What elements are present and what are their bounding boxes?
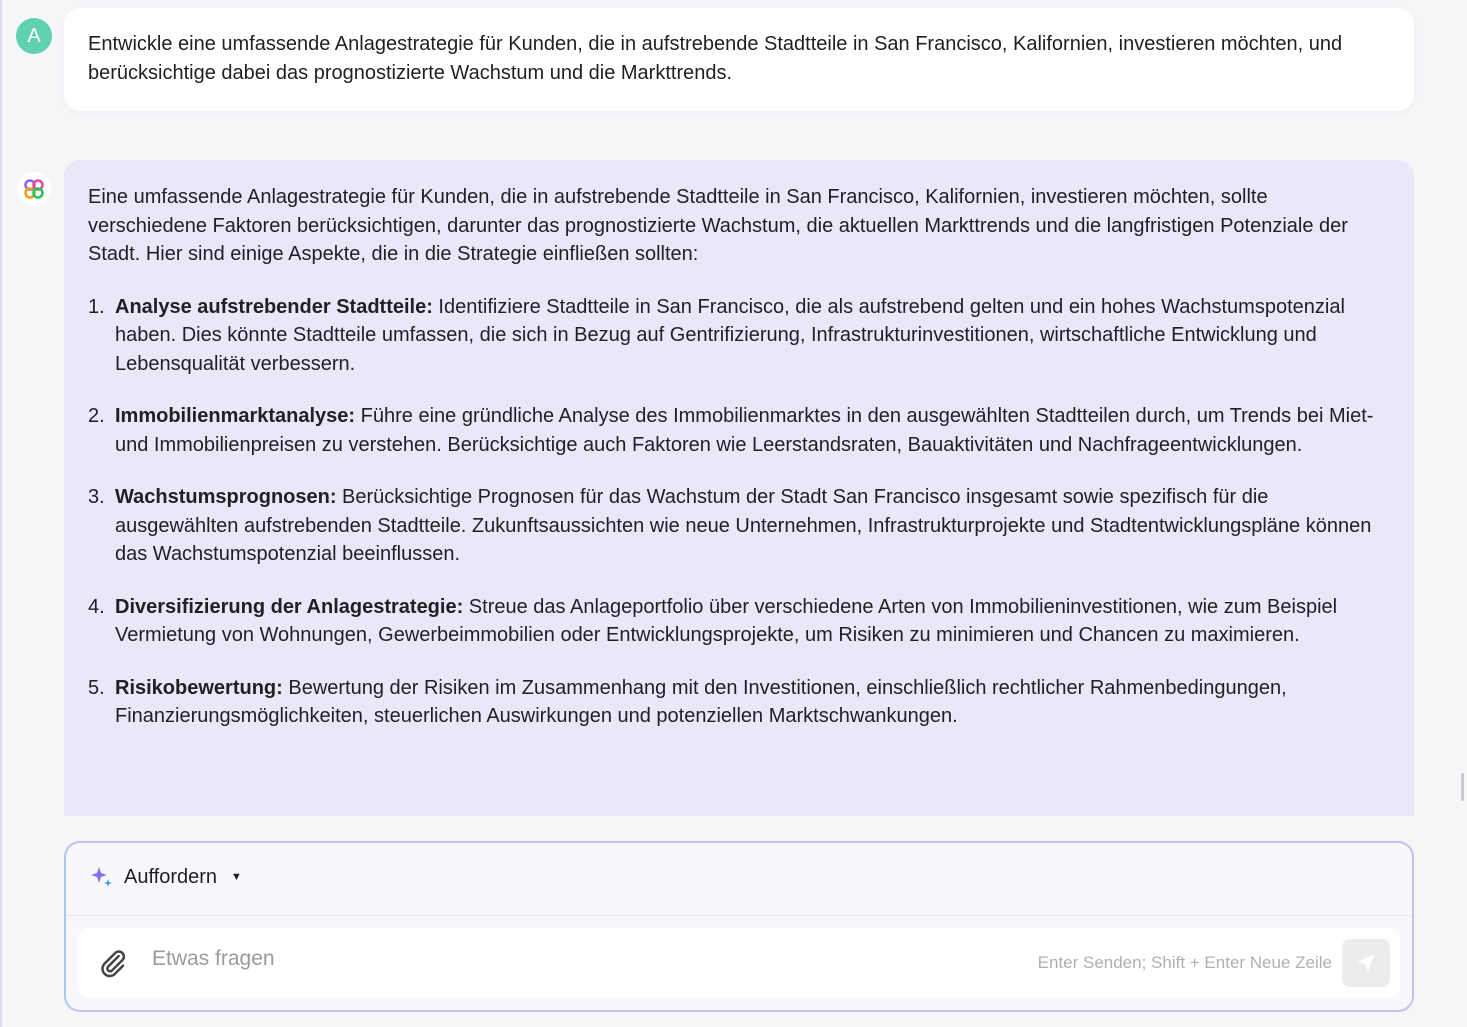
item-number: 1.: [88, 295, 105, 318]
item-number: 2.: [88, 405, 105, 427]
chat-composer: [64, 841, 1414, 1012]
response-intro: Eine umfassende Anlagestrategie für Kunden, die in aufstrebende Stadtteile in San Francisco, Kalifornien, investieren möchten, sollte verschiedene Faktoren berücksichtigen, darunter das prognostizierte Wachstum, die aktuellen Markttrends und die langfristigen Potenziale der Stadt. Hier sind einige Aspekte, die in die Strategie einfließen sollten:: [88, 186, 1348, 265]
input-row: [78, 928, 1400, 998]
item-title: Diversifizierung der Anlagestrategie:: [115, 595, 464, 618]
item-text: Streue das Anlageportfolio über verschiedene Arten von Immobilieninvestitionen, wie zum Beispiel Vermietung von Wohnungen, Gewerbeimmobilien oder Entwicklungsprojekte, um Risiken zu minimieren und Chancen zu maximieren.: [115, 595, 1338, 646]
chevron-down-icon: ▼: [231, 871, 242, 883]
item-number: 5.: [88, 676, 105, 699]
mode-dropdown[interactable]: [90, 865, 242, 889]
item-text: Bewertung der Risiken im Zusammenhang mit den Investitionen, einschließlich rechtlicher Rahmenbedingungen, Finanzierungsmöglichkeiten, steuerlichen Auswirkungen und potenziellen Marktschwankungen.: [115, 676, 1287, 727]
item-title: Risikobewertung:: [115, 676, 283, 699]
item-number: 3.: [88, 486, 105, 508]
assistant-response: [64, 160, 1414, 816]
sparkle-icon: [90, 865, 114, 889]
send-icon: [1354, 951, 1378, 975]
user-message: Entwickle eine umfassende Anlagestrategie für Kunden, die in aufstrebende Stadtteile in San Francisco, Kalifornien, investieren möchten, und berücksichtige dabei das prognostizierte Wachstum und die Markttrends.: [64, 8, 1414, 111]
item-title: Analyse aufstrebender Stadtteile:: [115, 295, 433, 318]
item-text: Berücksichtige Prognosen für das Wachstum der Stadt San Francisco insgesamt sowie spezifisch für die ausgewählten aufstrebenden Stadtteile. Zukunftsaussichten wie neue Unternehmen, Infrastrukturprojekte und Stadtentwicklungspläne können das Wachstumspotenzial beeinflussen.: [115, 486, 1372, 565]
item-text: Führe eine gründliche Analyse des Immobilienmarktes in den ausgewählten Stadtteilen durch, um Trends bei Miet- und Immobilienpreisen zu verstehen. Berücksichtige auch Faktoren wie Leerstandsraten, Bauaktivitäten und Nachfrageentwicklungen.: [115, 405, 1374, 456]
list-item: [88, 593, 1374, 650]
mode-label: Auffordern: [124, 865, 218, 888]
divider: [66, 915, 1412, 916]
assistant-logo-icon: [17, 172, 51, 206]
list-item: [88, 293, 1374, 379]
user-avatar: A: [16, 18, 52, 54]
item-title: Wachstumsprognosen:: [115, 486, 337, 508]
item-title: Immobilienmarktanalyse:: [115, 405, 356, 427]
item-text: Identifiziere Stadtteile in San Francisco, die als aufstrebend gelten und ein hohes Wachstumspotenzial haben. Dies könnte Stadtteile umfassen, die sich in Bezug auf Gentrifizierung, Infrastrukturinvestitionen, wirtschaftliche Entwicklung und Lebensqualität verbessern.: [115, 295, 1345, 375]
scrollbar-thumb[interactable]: [1461, 773, 1464, 801]
list-item: [88, 483, 1374, 569]
paperclip-icon: [98, 948, 128, 978]
list-item: [88, 402, 1374, 459]
send-button[interactable]: [1342, 939, 1390, 987]
list-item: [88, 674, 1374, 731]
strategy-list: [88, 293, 1374, 731]
attach-button[interactable]: [98, 948, 128, 983]
item-number: 4.: [88, 595, 105, 618]
sidebar-edge: [0, 0, 2, 1027]
message-input[interactable]: [150, 946, 854, 972]
keyboard-hint: Enter Senden; Shift + Enter Neue Zeile: [1037, 953, 1332, 972]
